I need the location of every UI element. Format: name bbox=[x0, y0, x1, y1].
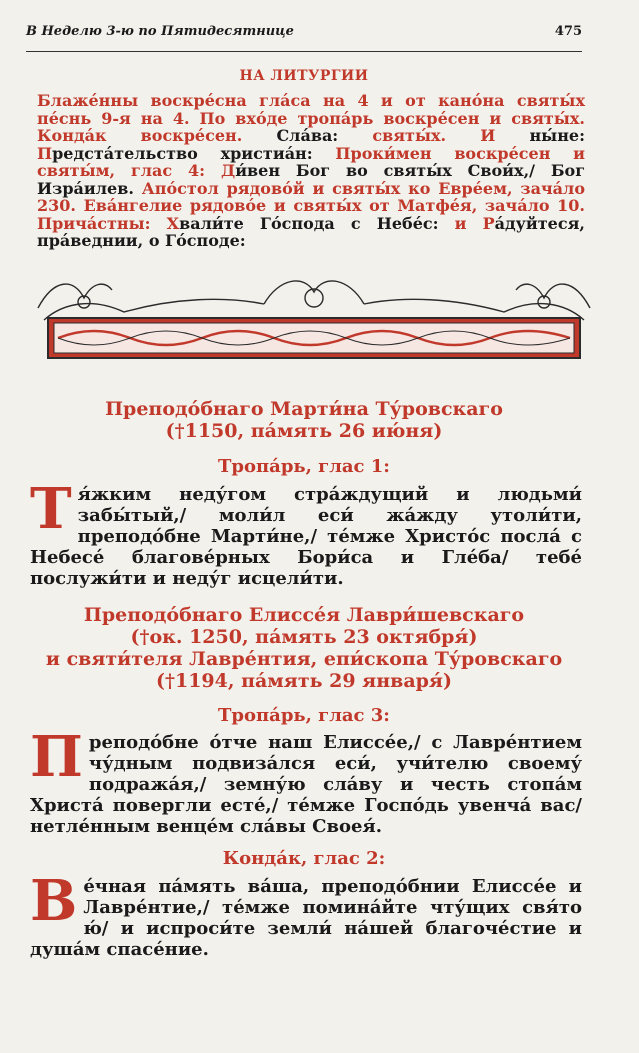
kondak-text: е́чная па́мять ва́ша, преподо́бнии Елиссе́е и Лавре́нтие,/ те́мже помина́йте чту́щих свя́то ю́/ и испроси́те земли́ на́шей благоче́стие и душа́м спасе́ние. bbox=[30, 876, 582, 960]
running-header bbox=[26, 24, 582, 44]
rubric-segment: Х bbox=[166, 213, 180, 233]
rubric-segment: редста́тельство христиа́н: bbox=[52, 143, 336, 163]
drop-cap: В bbox=[30, 868, 78, 934]
saint2-tropar bbox=[30, 724, 582, 837]
header-rule bbox=[26, 51, 582, 52]
saint2-title bbox=[24, 604, 584, 692]
liturgy-heading: НА ЛИТУРГИИ bbox=[239, 68, 369, 84]
saint2-tropar-text: реподо́бне о́тче наш Елиссе́е,/ с Лавре́нтием чу́дным подвиза́лся еси́, учи́телю своему́ подража́я,/ земну́ю сла́ву и честь стопа́м Христа́ повергли есте́,/ те́мже Госпо́дь увенча́ вас/ нетле́нным венце́м сла́вы Своея́. bbox=[30, 732, 582, 837]
rubric-segment: Д bbox=[220, 161, 236, 180]
saint1-title bbox=[24, 398, 584, 442]
saint3-name: и святи́теля Лавре́нтия, епи́скопа Ту́ровскаго bbox=[45, 648, 563, 670]
saint1-tropar-heading: Тропа́рь, глас 1: bbox=[218, 456, 390, 477]
saint1-tropar bbox=[30, 476, 582, 589]
drop-cap: Т bbox=[30, 476, 72, 542]
rubric-segment: Р bbox=[482, 213, 495, 233]
rubric-segment: а́дуйтеся, пра́веднии, о Го́споде: bbox=[37, 213, 585, 250]
saint1-name: Преподо́бнаго Марти́на Ту́ровскаго bbox=[105, 398, 503, 420]
rubric-segment: Блаже́нны воскре́сна гла́са на 4 и от кано́на святы́х пе́снь 9-я на 4. По вхо́де тропа́рь воскре́сен и святы́х. Конда́к воскре́сен. bbox=[37, 91, 585, 145]
page-number: 475 bbox=[554, 24, 582, 39]
running-title: В Неделю 3-ю по Пятидесятнице bbox=[26, 24, 294, 39]
rubric-segment: вали́те Го́спода с Небе́с: bbox=[179, 213, 455, 233]
rubric-segment: и bbox=[454, 213, 483, 233]
rubric-segment: Сла́ва: bbox=[276, 126, 373, 145]
liturgy-rubric bbox=[37, 92, 585, 250]
rubric-segment: ны́не: bbox=[529, 126, 586, 145]
rubric-segment: Апо́стол рядово́й и святы́х ко Евре́ем, зача́ло 230. Ева́нгелие рядово́е и святы́х от Матфе́я, зача́ло 10. Прича́стны: bbox=[37, 178, 586, 233]
rubric-segment: П bbox=[37, 143, 53, 163]
drop-cap: П bbox=[30, 724, 83, 790]
ornamental-headpiece bbox=[34, 268, 594, 368]
saint1-dates: (†1150, па́мять 26 ию́ня) bbox=[165, 420, 443, 442]
kondak bbox=[30, 868, 582, 960]
saint3-dates: (†1194, па́мять 29 января́) bbox=[156, 670, 452, 692]
saint1-tropar-text: я́жким неду́гом стра́ждущий и людьми́ забы́тый,/ моли́л еси́ жа́жду утоли́ти, преподо́бне Марти́не,/ те́мже Христо́с посла́ с Небесе́ благове́рных Бори́са и Гле́ба/ тебе́ послужи́ти и неду́г исцели́ти. bbox=[30, 484, 582, 589]
saint2-name: Преподо́бнаго Елиссе́я Лаври́шевскаго bbox=[83, 604, 525, 626]
rubric-segment: Проки́мен воскре́сен и святы́м, глас 4: bbox=[37, 143, 585, 180]
kondak-heading: Конда́к, глас 2: bbox=[222, 848, 386, 869]
rubric-segment: святы́х. И bbox=[372, 126, 530, 145]
rubric-segment: и́вен Бог во святы́х Свои́х,/ Бог Изра́илев. bbox=[37, 161, 586, 198]
saint2-dates: (†ок. 1250, па́мять 23 октября́) bbox=[130, 626, 478, 648]
saint2-tropar-heading: Тропа́рь, глас 3: bbox=[218, 705, 390, 726]
